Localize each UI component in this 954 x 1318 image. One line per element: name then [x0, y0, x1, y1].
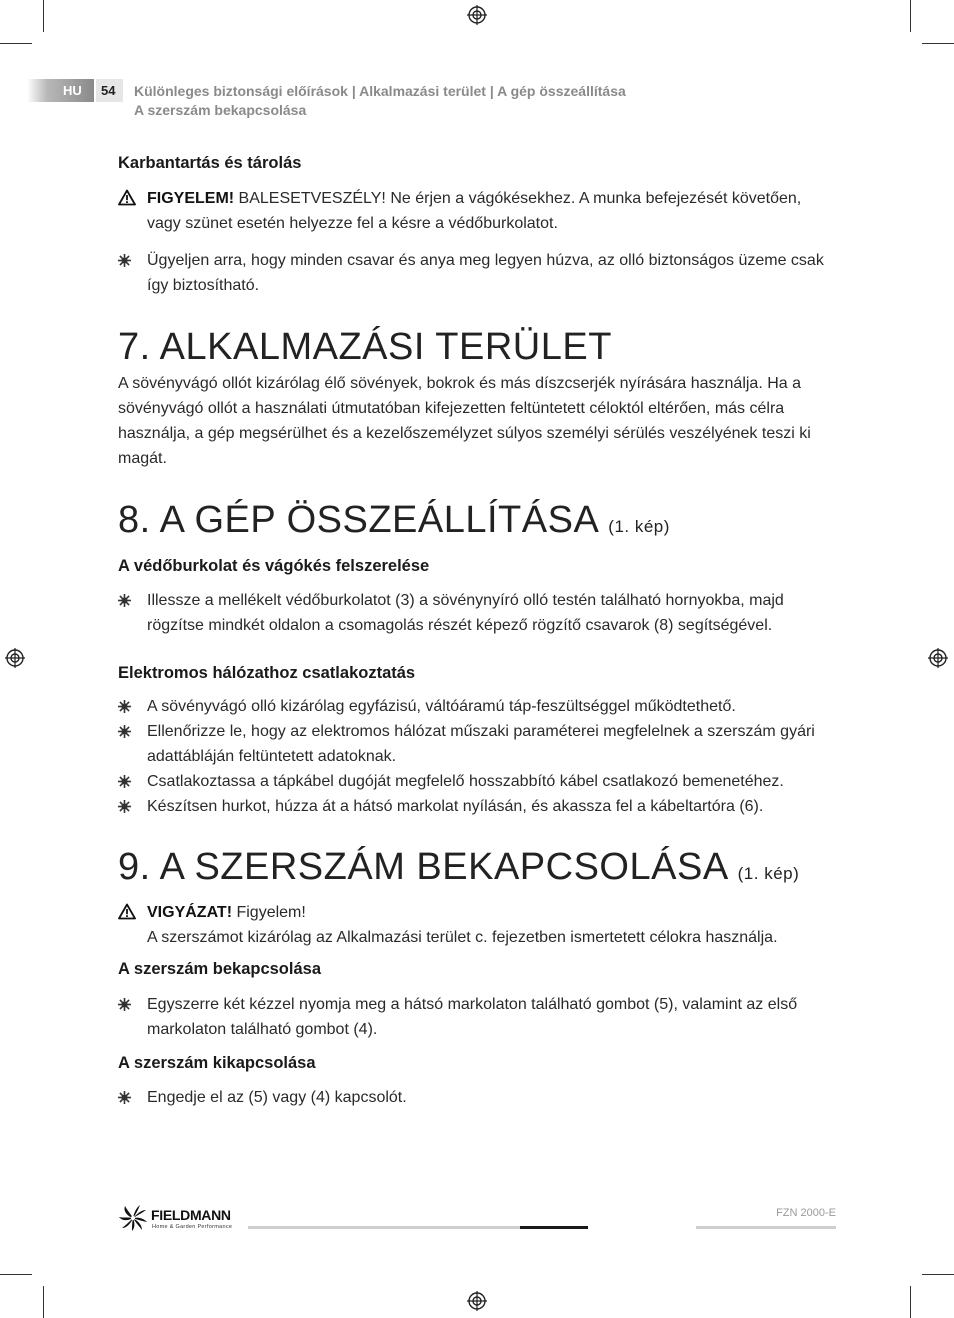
- bullet-icon: [118, 254, 131, 267]
- footer-bar-center: [520, 1226, 588, 1229]
- page-number: 54: [101, 83, 116, 98]
- list-item: [118, 719, 836, 769]
- list-item-text: Csatlakoztassa a tápkábel dugóját megfelelő hosszabbító kábel csatlakozó bemenetéhez.: [147, 773, 784, 790]
- registration-mark-icon: [467, 5, 487, 25]
- list-item-text: A sövényvágó olló kizárólag egyfázisú, váltóáramú táp-feszültséggel működtethető.: [147, 698, 736, 715]
- fieldmann-swirl-icon: [118, 1204, 148, 1232]
- crop-mark: [43, 0, 44, 32]
- list-item: [118, 769, 836, 794]
- sub2-list: [118, 694, 836, 819]
- list-item: [118, 992, 836, 1042]
- bullet-icon: [118, 1091, 131, 1104]
- list-item-text: Egyszerre két kézzel nyomja meg a hátsó markolaton található gombot (5), valamint az első markolaton található gombot (4).: [147, 996, 798, 1038]
- page-footer: [118, 1204, 836, 1234]
- warning-label: FIGYELEM!: [147, 190, 235, 207]
- crop-mark: [0, 43, 32, 44]
- brand-logo: [118, 1204, 246, 1232]
- crop-mark: [910, 0, 911, 32]
- sub1-list: [118, 588, 836, 638]
- page-content: [118, 154, 836, 1110]
- list-item-text: Illessze a mellékelt védőburkolatot (3) a sövénynyíró olló testén található hornyokba, majd rögzítse mindkét oldalon a csomagolás részét képező rögzítő csavarok (8) segítségével.: [147, 592, 784, 634]
- warning-triangle-icon: [118, 903, 136, 920]
- bullet-icon: [118, 800, 131, 813]
- section8-title: [118, 498, 836, 549]
- bullet-icon: [118, 775, 131, 788]
- crop-mark: [922, 43, 954, 44]
- bullet-icon: [118, 594, 131, 607]
- footer-bar-left: [248, 1226, 520, 1229]
- section8-title-text: 8. A GÉP ÖSSZEÁLLÍTÁSA: [118, 499, 598, 541]
- section9-warning: [118, 900, 836, 950]
- power-off-heading: A szerszám kikapcsolása: [118, 1054, 316, 1072]
- warning-text-line2: A szerszámot kizárólag az Alkalmazási terület c. fejezetben ismertetett célokra használja.: [147, 929, 778, 946]
- sub2-heading: Elektromos hálózathoz csatlakoztatás: [118, 664, 416, 682]
- registration-mark-icon: [928, 648, 948, 668]
- warning-text: BALESETVESZÉLY! Ne érjen a vágókésekhez. A munka befejezését követően, vagy szünet esetén helyezze fel a késre a védőburkolatot.: [147, 190, 802, 232]
- model-number: FZN 2000-E: [776, 1207, 836, 1219]
- crop-mark: [43, 1286, 44, 1318]
- sub1-heading: A védőburkolat és vágókés felszerelése: [118, 557, 430, 575]
- warning-text: Figyelem!: [232, 904, 306, 921]
- brand-tagline: Home & Garden Performance: [152, 1224, 233, 1230]
- section7-paragraph: A sövényvágó ollót kizárólag élő sövények, bokrok és más díszcserjék nyírására használja. Ha a sövényvágó ollót a használati útmutatóban kifejezetten feltüntetett céloktól eltérően, más célra használja, a gép megsérülhet és a kezelőszemélyzet súlyos személyi sérülés veszélyének teszi ki magát.: [118, 375, 811, 467]
- list-item: [118, 794, 836, 819]
- list-item: [118, 588, 836, 638]
- language-badge: [27, 79, 94, 102]
- section8-title-ref: (1. kép): [608, 517, 670, 536]
- bullet-icon: [118, 725, 131, 738]
- bullet-icon: [118, 998, 131, 1011]
- bullet-icon: [118, 700, 131, 713]
- list-item-text: Ügyeljen arra, hogy minden csavar és anya meg legyen húzva, az olló biztonságos üzeme csak így biztosítható.: [147, 252, 824, 294]
- crop-mark: [922, 1274, 954, 1275]
- crop-mark: [0, 1274, 32, 1275]
- maintenance-heading: Karbantartás és tárolás: [118, 154, 302, 172]
- language-code: HU: [63, 83, 82, 98]
- section7-title: 7. ALKALMAZÁSI TERÜLET: [118, 326, 612, 368]
- brand-name: FIELDMANN: [151, 1207, 231, 1223]
- list-item-text: Készítsen hurkot, húzza át a hátsó markolat nyílásán, és akassza fel a kábeltartóra (6).: [147, 798, 764, 815]
- section9-title: [118, 845, 836, 896]
- header-title: [134, 82, 774, 120]
- registration-mark-icon: [5, 648, 25, 668]
- footer-bar-right: [696, 1226, 836, 1229]
- crop-mark: [910, 1286, 911, 1318]
- list-item: [118, 248, 836, 298]
- warning-label: VIGYÁZAT!: [147, 904, 233, 921]
- registration-mark-icon: [467, 1291, 487, 1311]
- header-title-line2: A szerszám bekapcsolása: [134, 102, 307, 118]
- power-on-heading: A szerszám bekapcsolása: [118, 960, 322, 978]
- section9-title-ref: (1. kép): [737, 864, 800, 883]
- warning-triangle-icon: [118, 189, 136, 206]
- list-item: [118, 1085, 836, 1110]
- list-item: [118, 694, 836, 719]
- header-title-line1: Különleges biztonsági előírások | Alkalmazási terület | A gép összeállítása: [134, 83, 626, 99]
- list-item-text: Ellenőrizze le, hogy az elektromos hálózat műszaki paraméterei megfelelnek a szerszám gyári adattábláján feltüntetett adatoknak.: [147, 723, 815, 765]
- maintenance-warning: [118, 186, 836, 236]
- list-item-text: Engedje el az (5) vagy (4) kapcsolót.: [147, 1089, 407, 1106]
- section9-title-text: 9. A SZERSZÁM BEKAPCSOLÁSA: [118, 846, 727, 888]
